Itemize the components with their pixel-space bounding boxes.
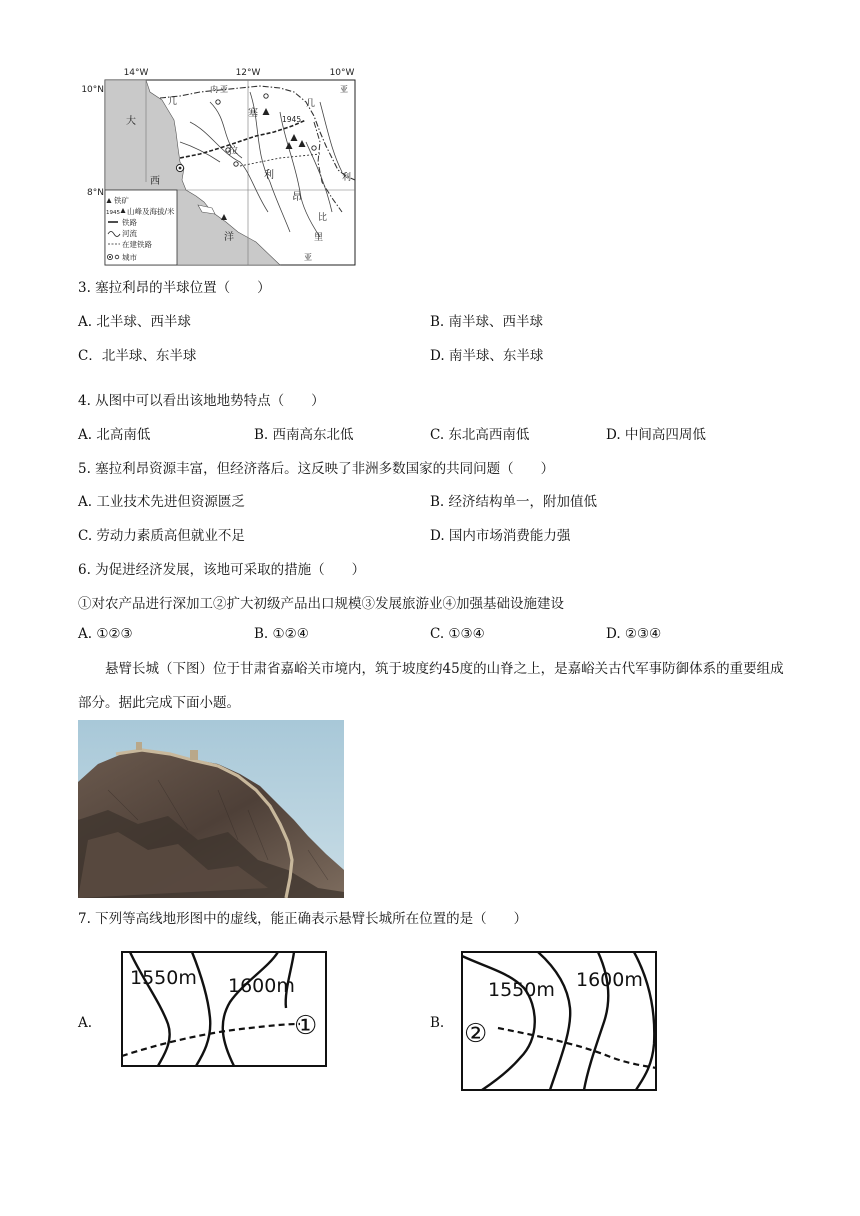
q3-option-d: D. 南半球、东半球 <box>430 348 544 364</box>
marker-a: ① <box>294 1011 318 1041</box>
q5-option-c: C. 劳动力素质高但就业不足 <box>78 528 245 544</box>
great-wall-photo <box>78 720 344 898</box>
lat-label-8n: 8°N <box>87 188 104 198</box>
contour-map-a <box>118 948 332 1078</box>
q4-option-d: D. 中间高四周低 <box>606 427 706 443</box>
q5-stem: 5. 塞拉利昂资源丰富，但经济落后。这反映了非洲多数国家的共同问题（ ） <box>78 461 555 477</box>
svg-text:西: 西 <box>150 176 160 187</box>
marker-b: ② <box>464 1019 488 1049</box>
q6-option-d: D. ②③④ <box>606 626 662 642</box>
svg-text:内: 内 <box>210 85 218 94</box>
svg-text:拉: 拉 <box>228 146 238 157</box>
q3-stem: 3. 塞拉利昂的半球位置（ ） <box>78 280 271 296</box>
lat-label-10n: 10°N <box>81 85 104 95</box>
q5-option-b: B. 经济结构单一，附加值低 <box>430 494 598 510</box>
q5-option-a: A. 工业技术先进但资源匮乏 <box>78 494 245 510</box>
contour-b-1600: 1600m <box>576 969 643 991</box>
svg-text:里: 里 <box>314 233 324 243</box>
q4-stem: 4. 从图中可以看出该地地势特点（ ） <box>78 393 325 409</box>
passage-text: 悬臂长城（下图）位于甘肃省嘉峪关市境内，筑于坡度约45度的山脊之上，是嘉峪关古代军事防御体系的重要组成部分。据此完成下面小题。 <box>78 661 784 711</box>
q3-option-c: C．北半球、东半球 <box>78 348 197 364</box>
q6-measures: ①对农产品进行深加工②扩大初级产品出口规模③发展旅游业④加强基础设施建设 <box>78 596 564 612</box>
svg-text:大: 大 <box>126 116 136 127</box>
svg-text:洋: 洋 <box>224 232 234 243</box>
svg-text:亚: 亚 <box>220 85 228 94</box>
svg-text:亚: 亚 <box>304 253 312 262</box>
q7-stem: 7. 下列等高线地形图中的虚线，能正确表示悬臂长城所在位置的是（ ） <box>78 911 528 927</box>
legend-peak: 山峰及海拔/米 <box>127 207 175 216</box>
q3-option-b: B. 南半球、西半球 <box>430 314 544 330</box>
svg-text:利: 利 <box>264 170 274 181</box>
svg-text:利: 利 <box>342 173 352 183</box>
svg-text:1945: 1945 <box>106 210 120 216</box>
q7-option-a-label: A. <box>78 1015 93 1031</box>
q6-option-c: C. ①③④ <box>430 626 485 642</box>
peak-elevation: 1945 <box>282 115 302 124</box>
q3-option-a: A. 北半球、西半球 <box>78 314 191 330</box>
svg-text:塞: 塞 <box>248 108 258 119</box>
contour-map-b <box>458 948 662 1094</box>
legend-railway-building: 在建铁路 <box>122 240 152 249</box>
contour-b-1550: 1550m <box>488 979 555 1001</box>
legend-river: 河流 <box>122 229 137 238</box>
svg-text:几: 几 <box>168 97 178 107</box>
svg-text:比: 比 <box>318 213 328 223</box>
lon-label-12w: 12°W <box>235 68 261 78</box>
svg-text:昂: 昂 <box>292 192 302 203</box>
svg-text:亚: 亚 <box>340 85 348 94</box>
legend-city: 城市 <box>122 253 137 262</box>
q6-option-b: B. ①②④ <box>254 626 309 642</box>
lon-label-14w: 14°W <box>123 68 149 78</box>
lon-label-10w: 10°W <box>329 68 355 78</box>
q4-option-c: C. 东北高西南低 <box>430 427 530 443</box>
legend-iron: 铁矿 <box>114 196 129 205</box>
map-legend <box>105 190 177 265</box>
svg-text:几: 几 <box>306 99 316 109</box>
q4-option-a: A. 北高南低 <box>78 427 151 443</box>
q6-option-a: A. ①②③ <box>78 626 133 642</box>
q4-option-b: B. 西南高东北低 <box>254 427 354 443</box>
sierra-leone-map <box>70 62 370 272</box>
q5-option-d: D. 国内市场消费能力强 <box>430 528 571 544</box>
legend-railway: 铁路 <box>122 218 137 227</box>
contour-a-1600: 1600m <box>228 975 295 997</box>
q7-option-b-label: B. <box>430 1015 445 1031</box>
contour-a-1550: 1550m <box>130 967 197 989</box>
q6-stem: 6. 为促进经济发展，该地可采取的措施（ ） <box>78 562 366 578</box>
